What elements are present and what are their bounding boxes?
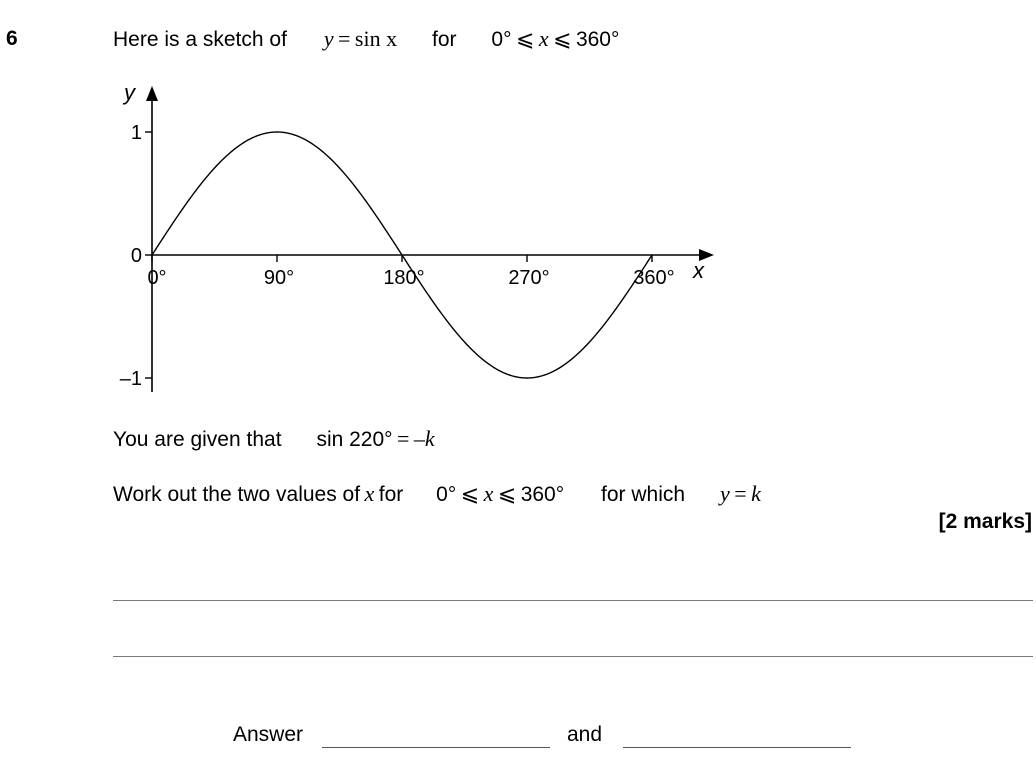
- x-tick-label: 0°: [147, 267, 167, 289]
- intro-text: Here is a sketch of: [113, 28, 287, 51]
- given-text: You are given that: [113, 428, 282, 451]
- y-tick-label: –1: [119, 368, 142, 390]
- task-for-which: for which: [601, 483, 686, 506]
- task-range-var: x: [483, 481, 494, 506]
- marks-label: [2 marks]: [938, 510, 1032, 533]
- intro-eq-rhs: sin x: [354, 26, 398, 51]
- answer-field-1[interactable]: [322, 747, 550, 748]
- answer-and: and: [567, 723, 603, 746]
- working-line-2[interactable]: [113, 656, 1033, 657]
- y-axis-label: y: [124, 80, 135, 105]
- task-le-1: ⩽: [460, 481, 480, 506]
- given-statement: [113, 426, 435, 452]
- given-value: –k: [413, 426, 435, 451]
- intro-range-start: 0°: [491, 28, 512, 51]
- task-le-2: ⩽: [497, 481, 517, 506]
- y-tick-label: 1: [130, 122, 142, 144]
- x-tick-label: 180°: [383, 267, 425, 289]
- x-tick-label: 270°: [508, 267, 550, 289]
- task-eq-op: =: [734, 481, 747, 506]
- task-eq-lhs: y: [719, 481, 730, 506]
- intro-for: for: [432, 28, 457, 51]
- answer-field-2[interactable]: [623, 747, 851, 748]
- answer-label: Answer: [233, 723, 304, 746]
- task-statement: [113, 481, 761, 507]
- question-number: 6: [6, 27, 18, 50]
- intro-range-end: 360°: [575, 28, 620, 51]
- working-line-1[interactable]: [113, 600, 1033, 601]
- intro-eq-op: =: [338, 26, 351, 51]
- intro-range-var: x: [538, 26, 549, 51]
- task-text: Work out the two values of: [113, 483, 361, 506]
- y-axis-arrow-icon: [146, 86, 158, 101]
- x-tick-label: 360°: [633, 267, 675, 289]
- task-range-end: 360°: [520, 483, 565, 506]
- task-eq-rhs: k: [751, 481, 761, 506]
- given-expr: sin 220°: [316, 428, 393, 451]
- given-op: =: [397, 426, 410, 451]
- task-var: x: [364, 481, 375, 506]
- task-for: for: [378, 483, 404, 506]
- intro-eq-lhs: y: [323, 26, 334, 51]
- x-axis-label: x: [693, 258, 704, 283]
- y-tick-label: 0: [130, 245, 142, 267]
- task-range-start: 0°: [436, 483, 457, 506]
- x-tick-label: 90°: [263, 267, 295, 289]
- intro-le-1: ⩽: [515, 26, 535, 51]
- intro-le-2: ⩽: [553, 26, 572, 51]
